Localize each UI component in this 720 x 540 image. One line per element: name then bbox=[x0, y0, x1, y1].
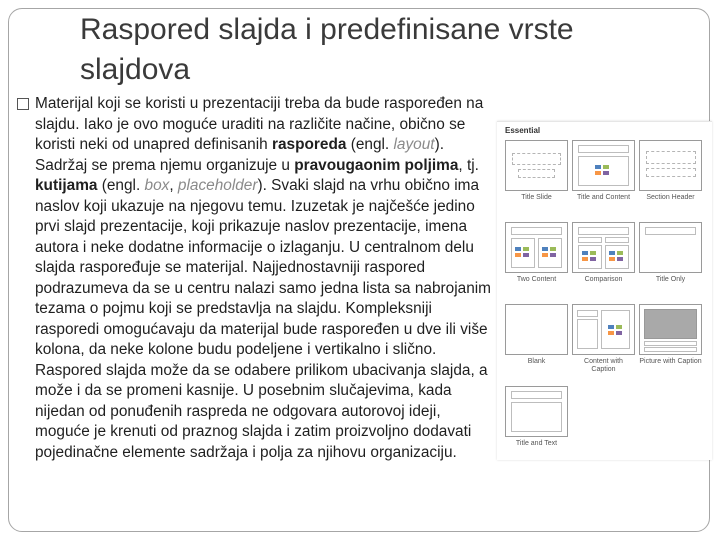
layout-label: Section Header bbox=[646, 194, 695, 201]
title-placeholder bbox=[646, 151, 696, 164]
bold-term-pravougaonim-poljima: pravougaonim poljima bbox=[294, 156, 459, 174]
content-icons-icon bbox=[515, 247, 531, 259]
title-placeholder bbox=[644, 341, 697, 346]
layout-thumbnail bbox=[505, 140, 568, 191]
layout-label: Title Slide bbox=[521, 194, 552, 201]
text-run: Materijal koji se koristi u prezentaciji treba da bude raspoređen na slajdu. Iako je ovo moguće uraditi na različite načine, obično se koristi neki od unapred definisanih bbox=[35, 95, 484, 153]
content-icons-icon bbox=[609, 251, 625, 263]
layout-label: Title and Text bbox=[515, 440, 558, 447]
text-run: (engl. bbox=[97, 177, 145, 194]
layout-thumbnail bbox=[639, 140, 702, 191]
content-icons-icon bbox=[582, 251, 598, 263]
layout-gallery bbox=[497, 121, 712, 460]
text-placeholder bbox=[511, 402, 562, 432]
title-placeholder bbox=[578, 227, 629, 235]
title-placeholder bbox=[578, 145, 629, 153]
layout-thumbnail bbox=[505, 222, 568, 273]
title-placeholder bbox=[645, 227, 696, 235]
layout-label: Blank bbox=[527, 358, 546, 365]
layout-thumbnail bbox=[639, 304, 702, 355]
english-term-layout: layout bbox=[393, 136, 435, 153]
heading-placeholder-right bbox=[605, 237, 629, 243]
caption-placeholder bbox=[644, 347, 697, 352]
content-icons-icon bbox=[595, 165, 611, 177]
content-icons-icon bbox=[542, 247, 558, 259]
heading-placeholder-left bbox=[578, 237, 602, 243]
text-run: ). Sadržaj se prema njemu organizuje u bbox=[35, 136, 444, 174]
caption-placeholder bbox=[577, 319, 598, 349]
text-run: , bbox=[169, 177, 178, 194]
title-placeholder bbox=[512, 153, 561, 165]
layout-label: Comparison bbox=[584, 276, 623, 283]
layout-label: Two Content bbox=[516, 276, 557, 283]
title-placeholder bbox=[511, 227, 562, 235]
bold-term-kutijama: kutijama bbox=[35, 177, 98, 194]
picture-placeholder bbox=[644, 309, 697, 339]
english-term-placeholder: placeholder bbox=[177, 177, 258, 194]
layout-label: Picture with Caption bbox=[639, 358, 702, 365]
bold-term-rasporeda: rasporeda bbox=[272, 136, 347, 153]
layout-label: Title Only bbox=[655, 276, 686, 283]
text-run: (engl. bbox=[346, 136, 394, 153]
layout-thumbnail bbox=[572, 222, 635, 273]
bullet-square-icon bbox=[17, 98, 29, 110]
layout-thumbnail bbox=[639, 222, 702, 273]
text-placeholder bbox=[646, 168, 696, 177]
text-run: ). Svaki slajd na vrhu obično ima naslov koji ukazuje na njegovu temu. Izuzetak je najčešće jedino prvi slajd prezentacije, koji prikazuje naslov prezentacije, imena autora i neke dodatne informacije o izlaganju. U centralnom delu slajda raspoređuje se materijal. Najjednostavniji raspored podrazumeva da se u centru nalazi samo jedna lista sa nabrojanim tezama o pojmu koji se predstavlja na slajdu. Kompleksniji rasporedi omogućavaju da materijal bude raspoređen u dve ili više kolona, da neke kolone budu podeljene i vertikalno i slično. Raspored slajda može da se odabere prilikom ubacivanja slajda, a može i da se promeni kasnije. U posebnim slučajevima, kada nijedan od ponuđenih raspreda ne odgovara autorovoj ideji, moguće je krenuti od praznog slajda i zatim proizvoljno dodavati pojedinačne elemente sadržaja i polja za njihovu organizaciju. bbox=[35, 177, 491, 461]
content-icons-icon bbox=[608, 325, 624, 337]
slide-title: Raspored slajda i predefinisane vrste slajdova bbox=[80, 13, 574, 86]
layout-thumbnail bbox=[505, 386, 568, 437]
layout-thumbnail bbox=[505, 304, 568, 355]
text-run: , tj. bbox=[458, 156, 479, 174]
gallery-header: Essential bbox=[505, 126, 541, 135]
layout-label: Content with Caption bbox=[584, 358, 623, 373]
english-term-box: box bbox=[144, 177, 170, 194]
layout-thumbnail bbox=[572, 140, 635, 191]
layout-thumbnail bbox=[572, 304, 635, 355]
title-placeholder bbox=[511, 391, 562, 399]
slide-body-text bbox=[35, 94, 495, 463]
layout-label: Title and Content bbox=[576, 194, 631, 201]
subtitle-placeholder bbox=[518, 169, 555, 178]
title-placeholder bbox=[577, 310, 598, 317]
